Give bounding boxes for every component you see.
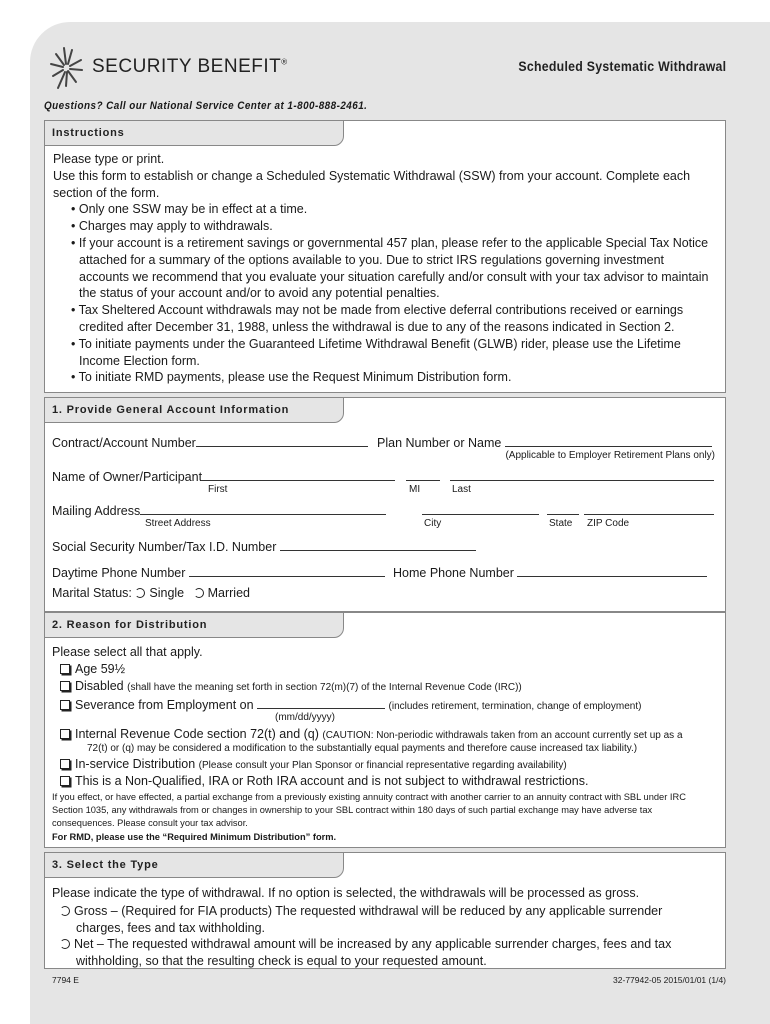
- mailing-label: Mailing Address: [52, 504, 141, 518]
- mi-field[interactable]: [406, 469, 440, 481]
- street-field[interactable]: [140, 503, 386, 515]
- marital-label: Marital Status:: [52, 586, 132, 600]
- city-label: City: [424, 518, 442, 529]
- rmd-notice: For RMD, please use the “Required Minimum Distribution” form.: [52, 832, 337, 842]
- bullet: • To initiate RMD payments, please use the Request Minimum Distribution form.: [71, 370, 512, 385]
- contact-line: Questions? Call our National Service Center at 1-800-888-2461.: [44, 100, 368, 112]
- ssn-label: Social Security Number/Tax I.D. Number: [52, 540, 277, 554]
- plan-label: Plan Number or Name: [377, 436, 502, 450]
- section-1-account-info: [44, 397, 726, 612]
- single-radio[interactable]: Single: [135, 586, 184, 600]
- irc-note: 72(t) or (q) may be considered a modification to the substantially equal payments and therefore cause increased tax liability.): [87, 743, 638, 754]
- first-name-field[interactable]: [202, 469, 395, 481]
- day-phone-label: Daytime Phone Number: [52, 566, 186, 580]
- bullet: • Only one SSW may be in effect at a time.: [71, 202, 308, 217]
- logo: SECURITY BENEFIT®: [48, 44, 288, 90]
- section-tab: 2. Reason for Distribution: [44, 612, 344, 638]
- last-name-field[interactable]: [450, 469, 714, 481]
- section-tab: 1. Provide General Account Information: [44, 397, 344, 423]
- severance-date-field[interactable]: [257, 697, 385, 709]
- gross-radio[interactable]: Gross – (Required for FIA products) The requested withdrawal will be reduced by any applicable surrender charges, fees and tax withholding.: [60, 903, 700, 936]
- sunburst-logo-icon: [48, 44, 84, 90]
- exchange-notice: If you effect, or have effected, a partial exchange from a previously existing annuity contract with another carrier to an annuity contract with SBL under IRC Section 1035, any withdrawals from or changes in ownership to your SBL contract within 180 days of such partial exchange may have adverse tax consequences. Please consult your tax advisor.: [52, 792, 686, 828]
- owner-label: Name of Owner/Participant: [52, 470, 203, 484]
- disabled-checkbox[interactable]: Disabled (shall have the meaning set forth in section 72(m)(7) of the Internal Revenue Code (IRC)): [60, 679, 522, 693]
- zip-field[interactable]: [584, 503, 714, 515]
- bullet: • To initiate payments under the Guaranteed Lifetime Withdrawal Benefit (GLWB) rider, please use the Lifetime Income Election form.: [71, 336, 681, 368]
- age-checkbox[interactable]: Age 59½: [60, 662, 125, 676]
- section-2-reason: [44, 612, 726, 848]
- date-format-hint: (mm/dd/yyyy): [275, 712, 335, 723]
- type-intro: Please indicate the type of withdrawal. If no option is selected, the withdrawals will be processed as gross.: [52, 886, 640, 900]
- contract-label: Contract/Account Number: [52, 436, 196, 450]
- instructions-section: [44, 120, 726, 393]
- bullet: • Tax Sheltered Account withdrawals may not be made from elective deferral contributions received or earnings credited after December 31, 1988, unless the withdrawal is due to any of the reasons indicated in Section 2.: [71, 303, 684, 334]
- state-field[interactable]: [547, 503, 579, 515]
- last-label: Last: [452, 484, 471, 495]
- city-field[interactable]: [422, 503, 539, 515]
- home-phone-label: Home Phone Number: [393, 566, 514, 580]
- plan-field[interactable]: [505, 435, 712, 447]
- brand-name: SECURITY BENEFIT: [92, 56, 282, 77]
- inservice-checkbox[interactable]: In-service Distribution (Please consult your Plan Sponsor or financial representative regarding availability): [60, 757, 567, 771]
- reason-intro: Please select all that apply.: [52, 645, 203, 659]
- street-label: Street Address: [145, 518, 211, 529]
- nonqualified-checkbox[interactable]: This is a Non-Qualified, IRA or Roth IRA account and is not subject to withdrawal restrictions.: [60, 774, 588, 788]
- net-radio[interactable]: Net – The requested withdrawal amount will be increased by any applicable surrender charges, fees and tax withholding, so that the resulting check is equal to your requested amount.: [60, 936, 700, 969]
- section-tab: Instructions: [44, 120, 344, 146]
- irc-checkbox[interactable]: Internal Revenue Code section 72(t) and (q) (CAUTION: Non-periodic withdrawals taken from an account currently set up as a: [60, 727, 683, 741]
- first-label: First: [208, 484, 228, 495]
- section-tab: 3. Select the Type: [44, 852, 344, 878]
- day-phone-field[interactable]: [189, 565, 385, 577]
- zip-label: ZIP Code: [587, 518, 630, 529]
- ssn-field[interactable]: [280, 539, 476, 551]
- instruction-text: Use this form to establish or change a Scheduled Systematic Withdrawal (SSW) from your account. Complete each section of the form.: [53, 168, 691, 200]
- form-number: 7794 E: [52, 975, 79, 985]
- severance-checkbox[interactable]: Severance from Employment on (includes retirement, termination, change of employment): [60, 697, 641, 712]
- form-version: 32-77942-05 2015/01/01 (1/4): [613, 975, 726, 985]
- plan-note: (Applicable to Employer Retirement Plans only): [505, 450, 715, 461]
- contract-number-field[interactable]: [196, 435, 368, 447]
- bullet: • Charges may apply to withdrawals.: [71, 219, 273, 234]
- instruction-text: Please type or print.: [53, 152, 165, 166]
- form-title: Scheduled Systematic Withdrawal: [518, 58, 726, 74]
- home-phone-field[interactable]: [517, 565, 707, 577]
- section-3-type: [44, 852, 726, 969]
- bullet: • If your account is a retirement savings or governmental 457 plan, please refer to the applicable Special Tax Notice attached for a summary of the options available to you. Due to strict IRS regulations governing investment accounts we recommend that you evaluate your situation carefully and/or consult with your tax advisor to maintain the status of your account and/or to avoid any potential penalties.: [71, 235, 709, 301]
- mi-label: MI: [409, 484, 421, 495]
- state-label: State: [549, 518, 573, 529]
- married-radio[interactable]: Married: [194, 586, 250, 600]
